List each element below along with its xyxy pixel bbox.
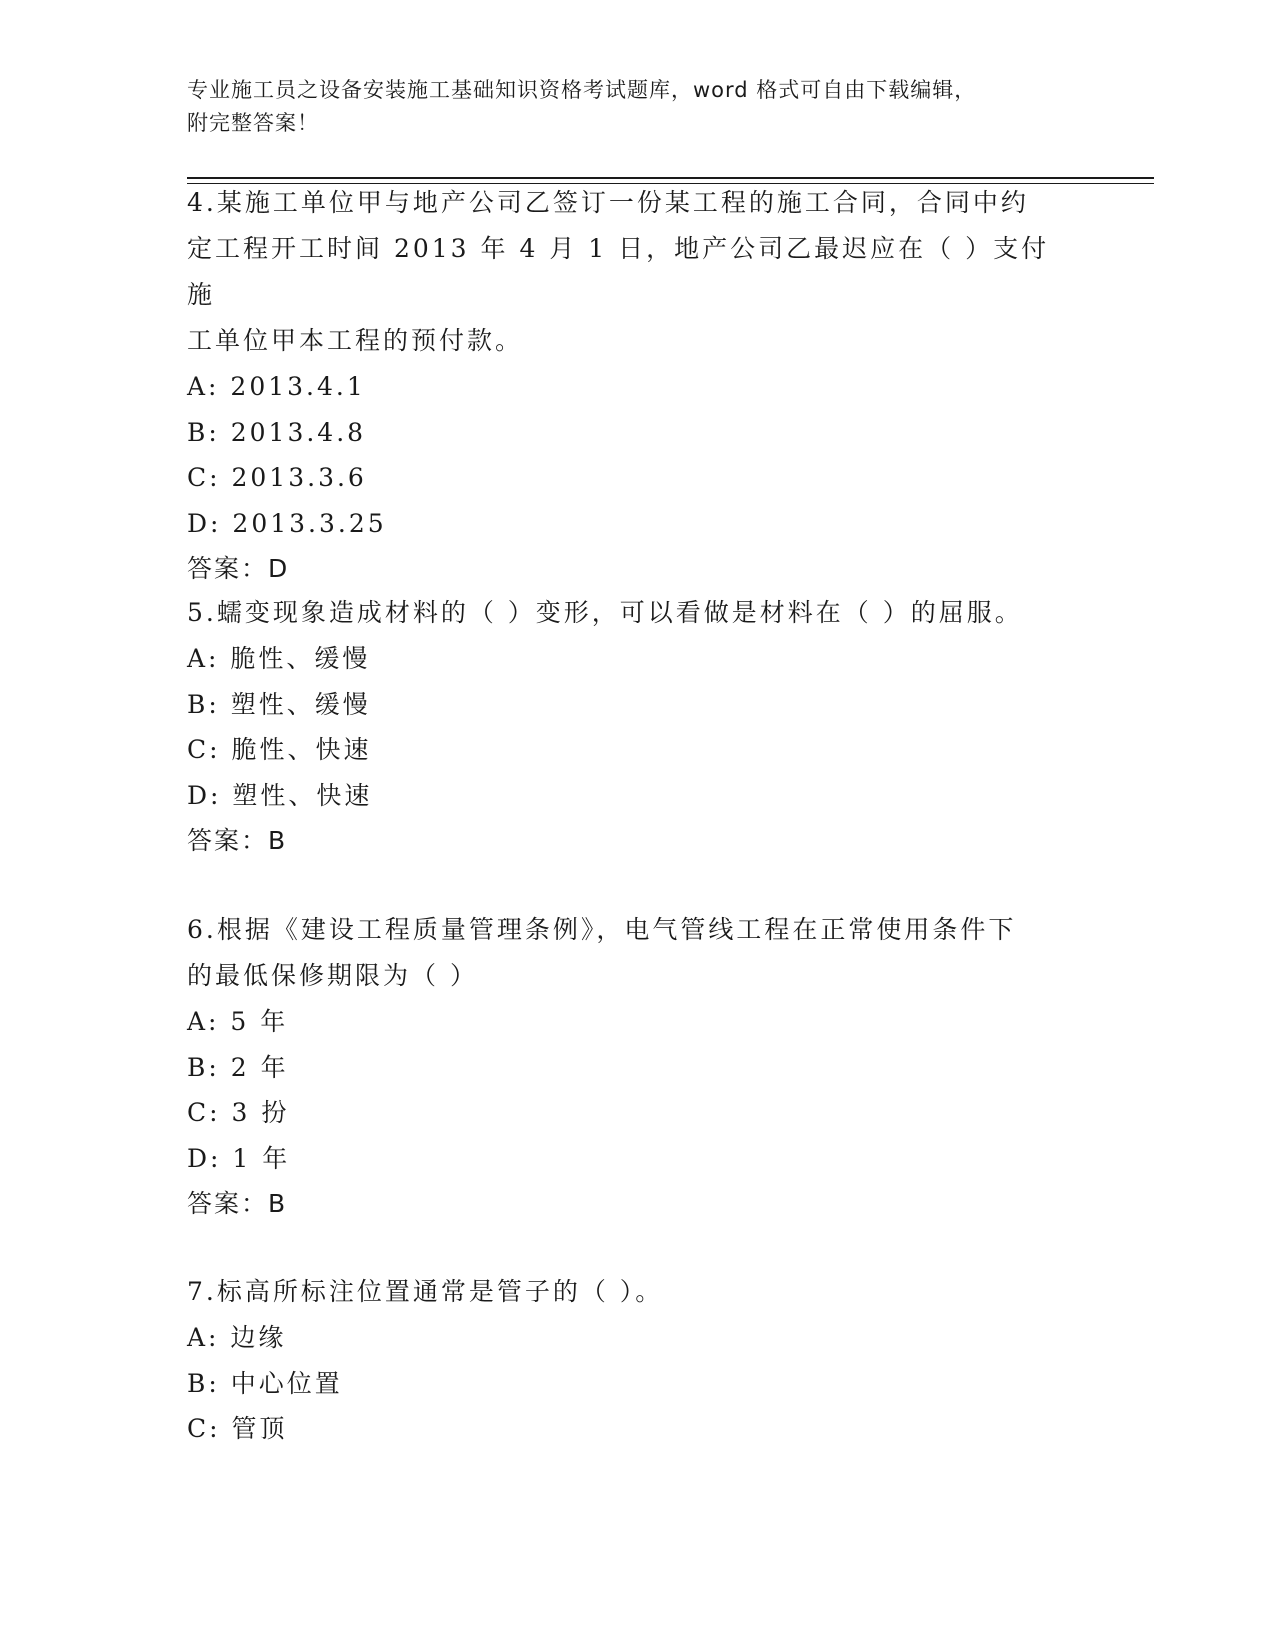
question-4 (187, 180, 1067, 592)
question-stem-line: 6.根据《建设工程质量管理条例》，电气管线工程在正常使用条件下 (187, 915, 1017, 944)
answer-label: 答案：D (187, 554, 290, 583)
question-stem-line: 定工程开工时间 2013 年 4 月 1 日，地产公司乙最迟应在（ ）支付施 (187, 234, 1050, 309)
header-line-1: 专业施工员之设备安装施工基础知识资格考试题库，word 格式可自由下载编辑， (187, 78, 977, 102)
question-stem-line: 4.某施工单位甲与地产公司乙签订一份某工程的施工合同，合同中约 (187, 188, 1029, 217)
option-d: D: 2013.3.25 (187, 508, 387, 538)
answer-label: 答案：B (187, 1189, 288, 1218)
document-header (187, 74, 1067, 140)
option-b: B: 2013.4.8 (187, 417, 367, 447)
option-a: A: 2013.4.1 (187, 372, 366, 401)
option-a: A: 脆性、缓慢 (187, 644, 371, 673)
header-divider-thick (187, 177, 1154, 179)
option-c: C: 脆性、快速 (187, 735, 372, 764)
option-d: D: 塑性、快速 (187, 780, 373, 810)
option-b: B: 塑性、缓慢 (187, 689, 371, 719)
option-a: A: 5 年 (187, 1007, 289, 1036)
question-stem-line: 5.蠕变现象造成材料的（ ）变形，可以看做是材料在（ ）的屈服。 (187, 598, 1023, 627)
option-c: C: 2013.3.6 (187, 463, 367, 492)
option-d: D: 1 年 (187, 1143, 291, 1173)
question-5 (187, 590, 1067, 864)
option-c: C: 3 扮 (187, 1098, 290, 1127)
question-stem-line: 7.标高所标注位置通常是管子的（ ）。 (187, 1277, 664, 1306)
option-b: B: 中心位置 (187, 1368, 343, 1398)
question-6 (187, 907, 1067, 1227)
option-a: A: 边缘 (187, 1323, 287, 1352)
question-stem-line: 工单位甲本工程的预付款。 (187, 326, 524, 355)
answer-label: 答案：B (187, 826, 288, 855)
question-7 (187, 1269, 1067, 1452)
header-line-2: 附完整答案！ (187, 111, 319, 135)
option-c: C: 管顶 (187, 1414, 288, 1443)
question-stem-line: 的最低保修期限为（ ） (187, 961, 478, 990)
option-b: B: 2 年 (187, 1052, 289, 1082)
